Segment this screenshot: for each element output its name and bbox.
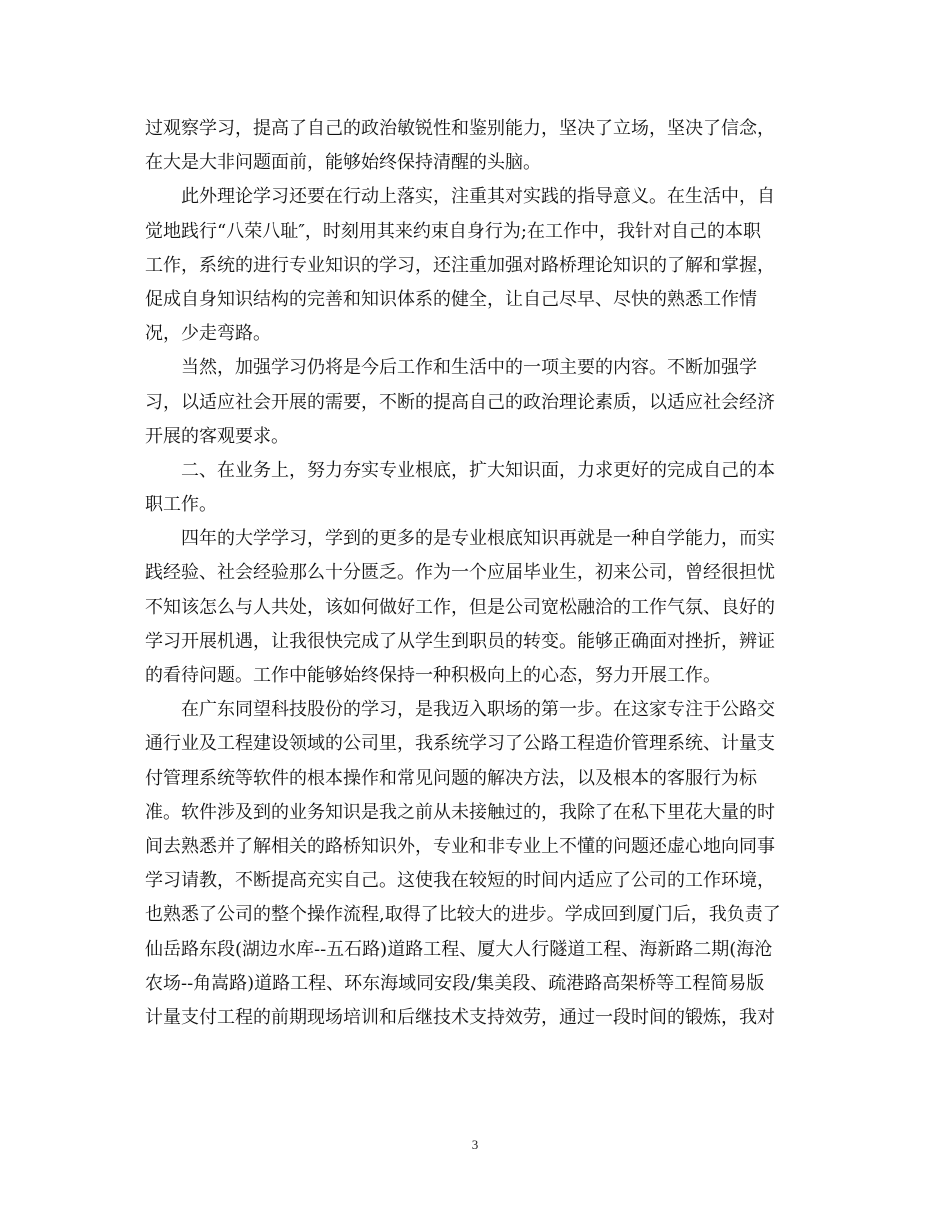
text-line: 二、在业务上，努力夯实专业根底，扩大知识面，力求更好的完成自己的本 <box>181 459 775 481</box>
text-line: 通行业及工程建设领域的公司里，我系统学习了公路工程造价管理系统、计量支 <box>145 733 775 755</box>
text-line: 的看待问题。工作中能够始终保持一种积极向上的心态，努力开展工作。 <box>145 665 721 686</box>
text-line: 在大是大非问题面前，能够始终保持清醒的头脑。 <box>145 152 541 174</box>
text-line: 工作，系统的进行专业知识的学习，还注重加强对路桥理论知识的了解和掌握， <box>145 254 775 276</box>
text-line: 准。软件涉及到的业务知识是我之前从未接触过的，我除了在私下里花大量的时 <box>145 801 775 823</box>
text-line: 开展的客观要求。 <box>145 425 289 447</box>
text-line: 间去熟悉并了解相关的路桥知识外，专业和非专业上不懂的问题还虚心地向同事 <box>145 835 775 857</box>
text-line: 学习开展机遇，让我很快完成了从学生到职员的转变。能够正确面对挫折，辨证 <box>145 630 775 652</box>
text-line: 况，少走弯路。 <box>145 323 271 345</box>
text-line: 也熟悉了公司的整个操作流程,取得了比较大的进步。学成回到厦门后，我负责了 <box>145 904 781 926</box>
text-line: 过观察学习，提高了自己的政治敏锐性和鉴别能力，坚决了立场，坚决了信念， <box>145 118 775 139</box>
text-line: 付管理系统等软件的根本操作和常见问题的解决方法，以及根本的客服行为标 <box>145 767 757 789</box>
text-line: 觉地践行“八荣八耻″，时刻用其来约束自身行为;在工作中，我针对自己的本职 <box>145 220 761 242</box>
text-line: 践经验、社会经验那么十分匮乏。作为一个应届毕业生，初来公司，曾经很担忧 <box>145 562 775 584</box>
text-line: 当然，加强学习仍将是今后工作和生活中的一项主要的内容。不断加强学 <box>181 357 757 379</box>
text-line: 计量支付工程的前期现场培训和后继技术支持效劳，通过一段时间的锻炼，我对 <box>145 1006 775 1028</box>
text-line: 在广东同望科技股份的学习，是我迈入职场的第一步。在这家专注于公路交 <box>181 699 775 721</box>
text-line: 仙岳路东段(湖边水库--五石路)道路工程、厦大人行隧道工程、海新路二期(海沧 <box>145 938 773 960</box>
text-line: 不知该怎么与人共处，该如何做好工作，但是公司宽松融洽的工作气氛、良好的 <box>145 596 775 618</box>
text-line: 此外理论学习还要在行动上落实，注重其对实践的指导意义。在生活中，自 <box>181 186 775 208</box>
page-body <box>145 112 810 1035</box>
text-line: 农场--角嵩路)道路工程、环东海域同安段/集美段、疏港路高架桥等工程简易版 <box>145 972 765 994</box>
text-line: 促成自身知识结构的完善和知识体系的健全，让自己尽早、尽快的熟悉工作情 <box>145 288 757 310</box>
text-line: 学习请教，不断提高充实自己。这使我在较短的时间内适应了公司的工作环境， <box>145 870 775 892</box>
text-line: 习，以适应社会开展的需要，不断的提高自己的政治理论素质，以适应社会经济 <box>145 391 775 413</box>
page-number: 3 <box>471 1137 479 1152</box>
text-line: 四年的大学学习，学到的更多的是专业根底知识再就是一种自学能力，而实 <box>181 528 775 550</box>
text-line: 职工作。 <box>145 494 217 516</box>
